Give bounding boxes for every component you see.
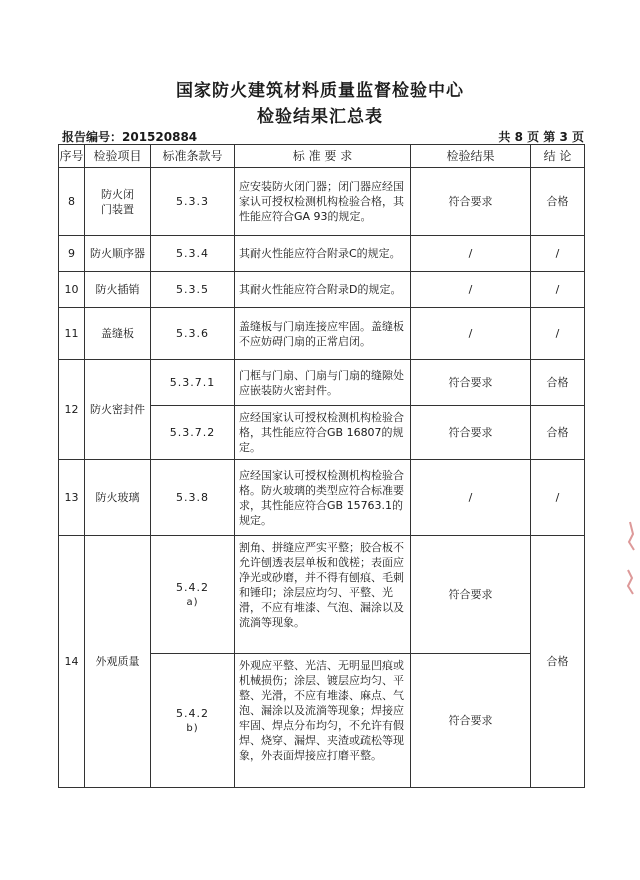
row-requirement: 应安装防火闭门器；闭门器应经国家认可授权检测机构检验合格，其性能应符合GA 93的规定。 [235, 168, 411, 236]
row-result: / [411, 460, 531, 536]
row-conclusion: 合格 [531, 360, 585, 406]
row-item: 防火玻璃 [85, 460, 151, 536]
row-result: 符合要求 [411, 406, 531, 460]
row-no: 14 [59, 536, 85, 788]
row-no: 11 [59, 308, 85, 360]
row-result: 符合要求 [411, 536, 531, 654]
row-requirement: 应经国家认可授权检测机构检验合格。防火玻璃的类型应符合标准要求，其性能应符合GB 15763.1的规定。 [235, 460, 411, 536]
row-conclusion: 合格 [531, 536, 585, 788]
document-subtitle: 检验结果汇总表 [257, 107, 383, 127]
page-info: 共 8 页 第 3 页 [498, 130, 584, 144]
row-clause: 5.3.7.2 [151, 406, 235, 460]
row-clause: 5.3.7.1 [151, 360, 235, 406]
col-header-result: 检验结果 [411, 145, 531, 168]
results-table [58, 144, 585, 788]
row-clause [151, 654, 235, 788]
table-row [59, 360, 585, 406]
row-no: 9 [59, 236, 85, 272]
row-clause: 5.3.3 [151, 168, 235, 236]
row-conclusion: / [531, 236, 585, 272]
row-requirement: 门框与门扇、门扇与门扇的缝隙处应嵌装防火密封件。 [235, 360, 411, 406]
table-row [59, 536, 585, 654]
row-result: 符合要求 [411, 168, 531, 236]
col-header-item: 检验项目 [85, 145, 151, 168]
row-requirement: 外观应平整、光洁、无明显凹痕或机械损伤；涂层、镀层应均匀、平整、光滑，不应有堆漆、麻点、气泡、漏涂以及流淌等现象；焊接应牢固、焊点分布均匀，不允许有假焊、烧穿、漏焊、夹渣或疏松等现象，外表面焊接应打磨平整。 [235, 654, 411, 788]
row-item: 防火顺序器 [85, 236, 151, 272]
row-item: 防火插销 [85, 272, 151, 308]
row-no: 8 [59, 168, 85, 236]
row-result: 符合要求 [411, 654, 531, 788]
col-header-conclusion: 结 论 [531, 145, 585, 168]
row-item: 防火闭 门装置 [85, 168, 151, 236]
clause-number: 5.4.2 [176, 706, 209, 720]
clause-number: 5.4.2 [176, 580, 209, 594]
clause-sub: a) [186, 596, 199, 608]
row-requirement: 割角、拼缝应严实平整；胶合板不允许刨透表层单板和戗槎；表面应净光或砂磨，并不得有刨痕、毛刺和锤印；涂层应均匀、平整、光滑，不应有堆漆、气泡、漏涂以及流淌等现象。 [235, 536, 411, 654]
row-no: 10 [59, 272, 85, 308]
table-row [59, 168, 585, 236]
row-conclusion: / [531, 460, 585, 536]
seal-edge-mark [624, 520, 636, 600]
row-clause: 5.3.4 [151, 236, 235, 272]
col-header-requirement: 标 准 要 求 [235, 145, 411, 168]
report-meta [62, 128, 584, 145]
clause-sub: b) [186, 722, 199, 734]
table-row [59, 308, 585, 360]
row-no: 12 [59, 360, 85, 460]
col-header-clause: 标准条款号 [151, 145, 235, 168]
row-requirement: 其耐火性能应符合附录C的规定。 [235, 236, 411, 272]
row-result: / [411, 236, 531, 272]
table-row [59, 272, 585, 308]
table-row [59, 236, 585, 272]
col-header-no: 序号 [59, 145, 85, 168]
document-title: 国家防火建筑材料质量监督检验中心 [176, 81, 464, 101]
row-result: / [411, 272, 531, 308]
report-number: 报告编号：201520884 [62, 130, 198, 144]
row-clause [151, 536, 235, 654]
row-item: 盖缝板 [85, 308, 151, 360]
row-conclusion: / [531, 272, 585, 308]
row-requirement: 应经国家认可授权检测机构检验合格，其性能应符合GB 16807的规定。 [235, 406, 411, 460]
row-clause: 5.3.5 [151, 272, 235, 308]
row-requirement: 盖缝板与门扇连接应牢固。盖缝板不应妨碍门扇的正常启闭。 [235, 308, 411, 360]
table-header-row [59, 145, 585, 168]
row-conclusion: 合格 [531, 168, 585, 236]
row-no: 13 [59, 460, 85, 536]
row-result: / [411, 308, 531, 360]
row-item: 防火密封件 [85, 360, 151, 460]
row-clause: 5.3.8 [151, 460, 235, 536]
table-row [59, 460, 585, 536]
row-item: 外观质量 [85, 536, 151, 788]
row-conclusion: 合格 [531, 406, 585, 460]
row-clause: 5.3.6 [151, 308, 235, 360]
row-result: 符合要求 [411, 360, 531, 406]
row-requirement: 其耐火性能应符合附录D的规定。 [235, 272, 411, 308]
row-conclusion: / [531, 308, 585, 360]
